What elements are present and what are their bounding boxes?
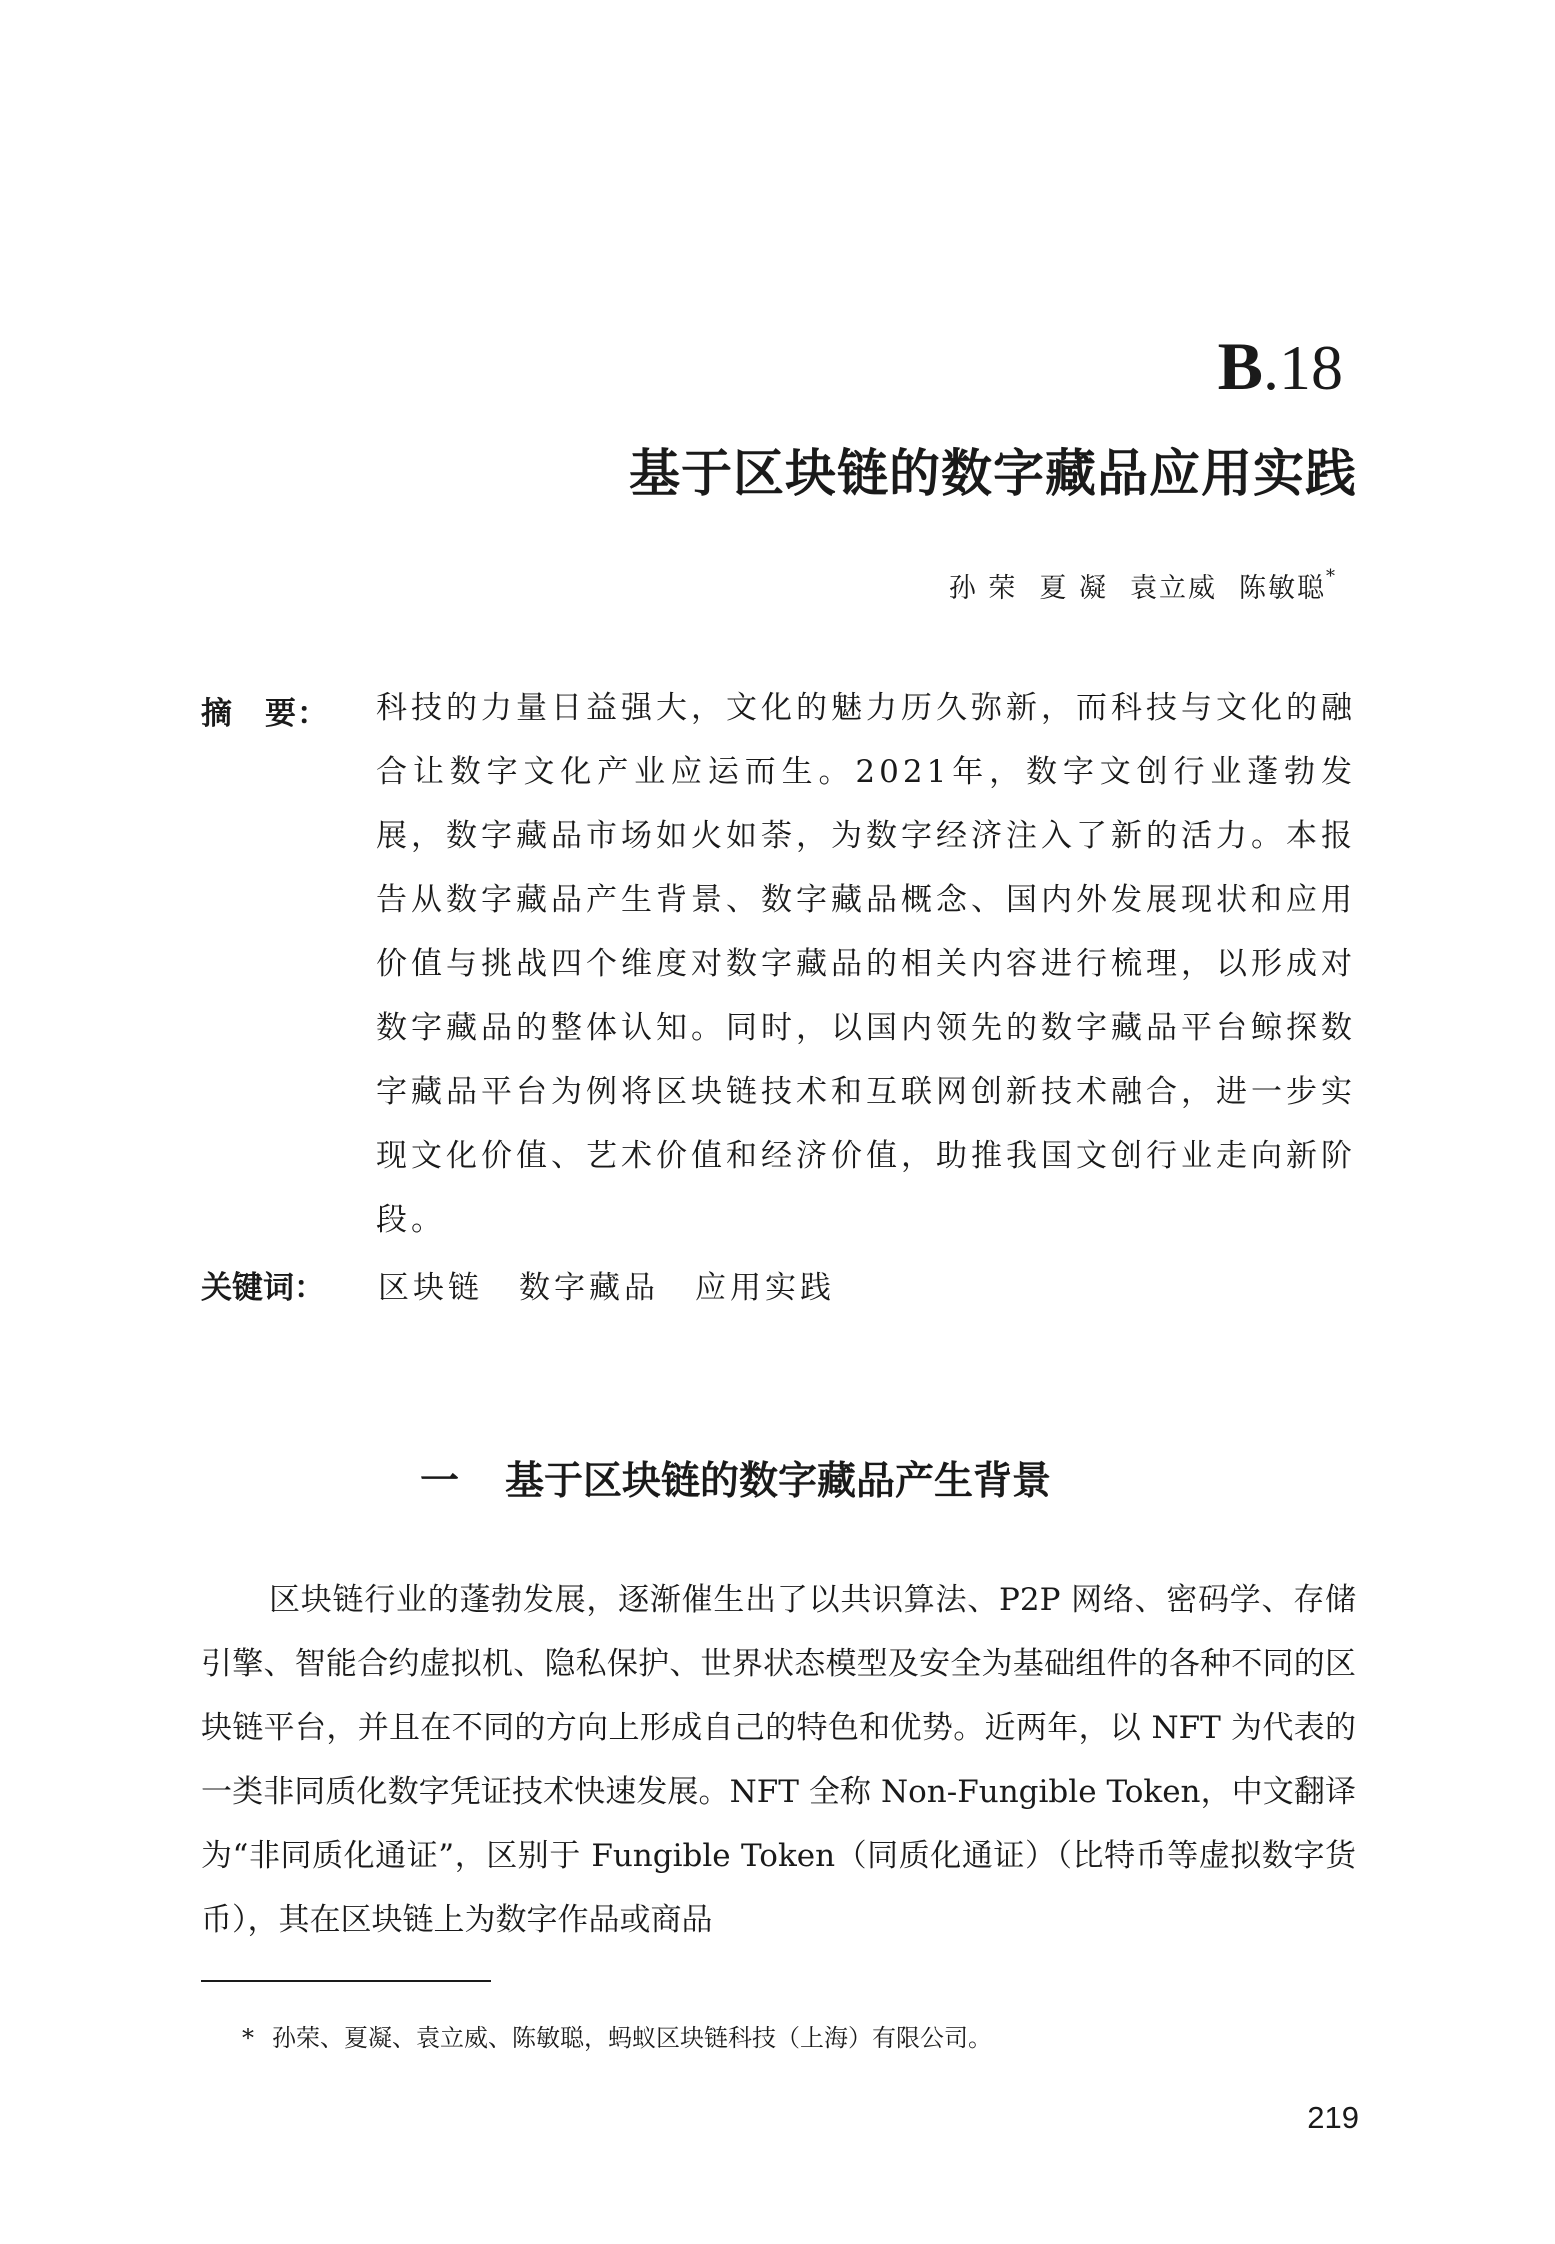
keyword: 区块链 [378,1270,483,1306]
abstract-label: 摘 要： [201,696,329,732]
abstract-text: 科技的力量日益强大，文化的魅力历久弥新，而科技与文化的融合让数字文化产业应运而生。2021年，数字文创行业蓬勃发展，数字藏品市场如火如荼，为数字经济注入了新的活力。本报告从数字藏品产生背景、数字藏品概念、国内外发展现状和应用价值与挑战四个维度对数字藏品的相关内容进行梳理，以形成对数字藏品的整体认知。同时，以国内领先的数字藏品平台鲸探数字藏品平台为例将区块链技术和互联网创新技术融合，进一步实现文化价值、艺术价值和经济价值，助推我国文创行业走向新阶段。 [376,690,1356,1238]
footnote-divider [201,1980,491,1982]
author-list [927,566,1337,605]
footnote-text: 孙荣、夏凝、袁立威、陈敏聪，蚂蚁区块链科技（上海）有限公司。 [272,2024,992,2052]
keywords-list [378,1262,871,1307]
author-name: 孙 荣 [948,573,1018,604]
chapter-number: .18 [1263,332,1343,403]
section-title: 基于区块链的数字藏品产生背景 [505,1458,1052,1504]
keyword: 数字藏品 [519,1270,659,1306]
author-footnote-mark: * [1326,566,1337,587]
body-paragraph: 区块链行业的蓬勃发展，逐渐催生出了以共识算法、P2P 网络、密码学、存储引擎、智能合约虚拟机、隐私保护、世界状态模型及安全为基础组件的各种不同的区块链平台，并且在不同的方向上形成自己的特色和优势。近两年，以 NFT 为代表的一类非同质化数字凭证技术快速发展。NFT 全称 Non-Fungible Token，中文翻译为“非同质化通证”，区别于 Fungible Token（同质化通证）（比特币等虚拟数字货币），其在区块链上为数字作品或商品 [201,1582,1356,1938]
chapter-letter: B [1217,328,1263,404]
footnote-mark: * [242,2024,254,2052]
author-name: 夏 凝 [1039,573,1108,604]
page-number: 219 [1307,2100,1359,2135]
author-name: 袁立威 [1130,573,1217,604]
keyword: 应用实践 [695,1270,835,1306]
keywords-label: 关键词： [201,1270,325,1306]
section-number: 一 [420,1458,460,1504]
chapter-title: 基于区块链的数字藏品应用实践 [628,444,1357,504]
footnote [242,2018,992,2053]
author-name: 陈敏聪 [1239,573,1326,604]
section-heading [420,1450,1051,1506]
chapter-label [1217,328,1343,404]
